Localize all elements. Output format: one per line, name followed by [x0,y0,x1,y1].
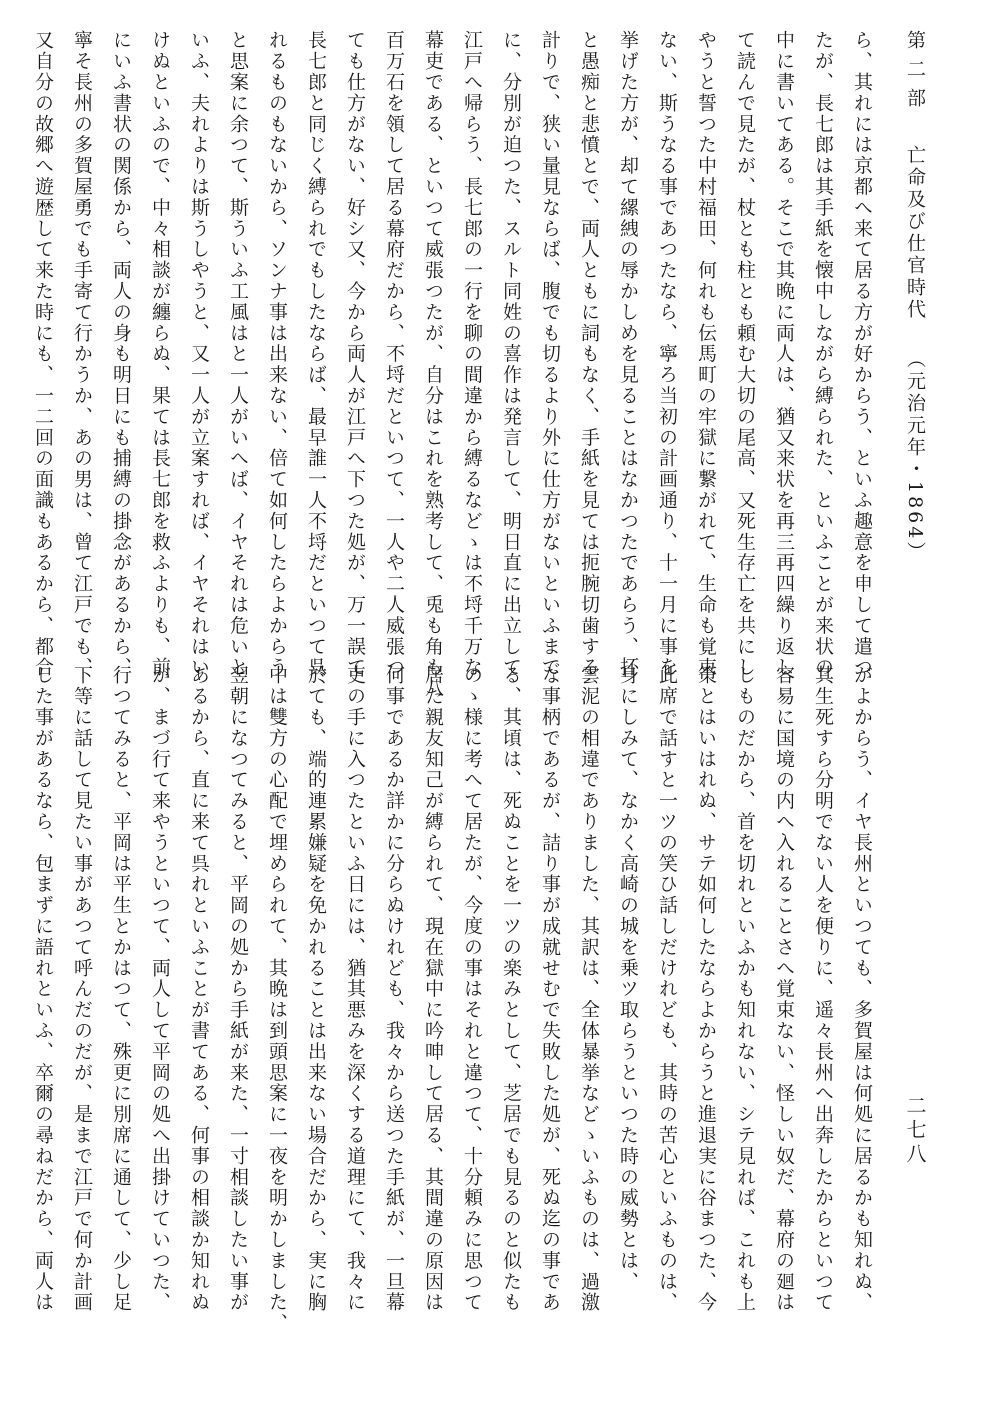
text-line: 雲泥の相違でありました、其訳は、全体暴挙などゝいふものは、過激 [578,665,600,1313]
text-line: 計りで、狭い量見ならば、腹でも切るより外に仕方がないといふまで [539,30,561,678]
text-line: ら、其れには京都へ来て居る方が好からう、といふ趣意を申して遣つ [851,30,873,678]
text-line: のゝ様に考へて居たが、今度の事はそれと違つて、十分頼みに思つて [461,665,483,1313]
text-line: る、其頃は、死ぬことを一ツの楽みとして、芝居でも見るのと似たも [500,665,522,1313]
text-line: 於ても、端的連累嫌疑を免かれることは出来ない場合だから、実に胸 [305,665,327,1313]
text-line: と思案に余つて、斯ういふ工風はと一人がいへば、イヤそれは危いと [227,30,249,678]
text-line: あるから、直に来て呉れといふことが書てある、何事の相談か知れぬ [188,665,210,1313]
chapter-title: 亡命及び仕官時代 [904,145,926,321]
text-line: 其生死すら分明でない人を便りに、遥々長州へ出奔したからといつて [812,665,834,1313]
part-label: 第二部 [904,30,926,117]
text-line: 下等に話して見たい事があつて呼んだのだが、是まで江戸で何か計画 [71,665,93,1313]
upper-text-block [32,30,881,699]
text-line: やうと誓つた中村福田、何れも伝馬町の牢獄に繋がれて、生命も覚束 [695,30,717,678]
text-line: な事柄であるが、詰り事が成就せむで失敗した処が、死ぬ迄の事であ [539,665,561,1313]
text-line: ない、斯うなる事であつたなら、寧ろ当初の計画通り、十一月に事を [656,30,678,678]
text-line: 吏の手に入つたといふ日には、猶其悪みを深くする道理にて、我々に [344,665,366,1313]
text-line: 寧そ長州の多賀屋勇でも手寄て行かうか、あの男は、曾て江戸でも、 [71,30,93,678]
text-line: けぬといふので、中々相談が纏らぬ、果ては長七郎を救ふよりも、前 [149,30,171,678]
text-line: れるものもないから、ソンナ事は出来ない、倍て如何したらよからう [266,30,288,678]
lower-text-block [32,665,881,1334]
era-note: （元治元年・1864） [904,349,926,564]
text-line: 幕吏である、といつて威張つたが、自分はこれを熟考して、兎も角も八 [422,30,444,699]
text-line: 長七郎と同じく縛られでもしたならば、最早誰一人不埒だといつて呉 [305,30,327,678]
text-line: 挙げた方が、却て縲絏の辱かしめを見ることはなかつたであらう、抔 [617,30,639,678]
running-header [890,30,940,590]
text-line: 又自分の故郷へ遊歴して来た時にも、一二回の面識もあるから、都合 [32,30,54,678]
text-line: ても仕方がない、好シ又、今から両人が江戸へ下つた処が、万一誤て [344,30,366,678]
text-line: にいふ書状の関係から、両人の身も明日にも捕縛の掛念があるから、 [110,30,132,678]
text-line: 百万石を領して居る幕府だから、不埒だといつて、一人や二人威張つ [383,30,405,678]
text-line: 中に書いてある。そこで其晩に両人は、猶又来状を再三再四繰り返し [773,30,795,678]
text-line: しものだから、首を切れといふかも知れない、シテ見れば、これも上 [734,665,756,1313]
text-line: が、まづ行て来やうといつて、両人して平岡の処へ出掛けていつた、 [149,665,171,1313]
text-line: 江戸へ帰らう、長七郎の一行を聊の間違から縛るなどゝは不埒千万な [461,30,483,678]
text-line: 此席で話すと一ツの笑ひ話しだけれども、其時の苦心といふものは、 [656,665,678,1313]
page-number: 二七八 [903,1095,927,1167]
text-line: 居た親友知己が縛られて、現在獄中に吟呻して居る、其間違の原因は [422,665,444,1313]
text-line: 策とはいはれぬ、サテ如何したならよからうと進退実に谷まつた、今 [695,665,717,1313]
text-line: て読んで見たが、杖とも柱とも頼む大切の尾高、又死生存亡を共にし [734,30,756,678]
text-line: 容易に国境の内へ入れることさへ覚束ない、怪しい奴だ、幕府の廻は [773,665,795,1313]
text-line: たが、長七郎は其手紙を懐中しながら縛られた、といふことが来状の [812,30,834,678]
text-line: と愚痴と悲憤とで、両人ともに詞もなく、手紙を見ては扼腕切歯する [578,30,600,678]
text-line: に、分別が迫つた、スルト同姓の喜作は発言して、明日直に出立して [500,30,522,678]
text-line: いふ、夫れよりは斯うしやうと、又一人が立案すれば、イヤそれはい [188,30,210,678]
text-line: 翌朝になつてみると、平岡の処から手紙が来た、一寸相談したい事が [227,665,249,1313]
text-line: した事があるなら、包まずに語れといふ、卒爾の尋ねだから、両人は [32,665,54,1313]
text-line: 何事であるか詳かに分らぬけれども、我々から送つた手紙が、一旦幕 [383,665,405,1313]
text-line: 行つてみると、平岡は平生とかはつて、殊更に別席に通して、少し足 [110,665,132,1313]
text-line: 身にしみて、なかく高崎の城を乗ツ取らうといつた時の威勢とは、 [617,665,639,1292]
text-line: 中は雙方の心配で埋められて、其晩は到頭思案に一夜を明かしました、 [266,665,288,1334]
text-line: がよからう、イヤ長州といつても、多賀屋は何処に居るかも知れぬ、 [851,665,873,1313]
